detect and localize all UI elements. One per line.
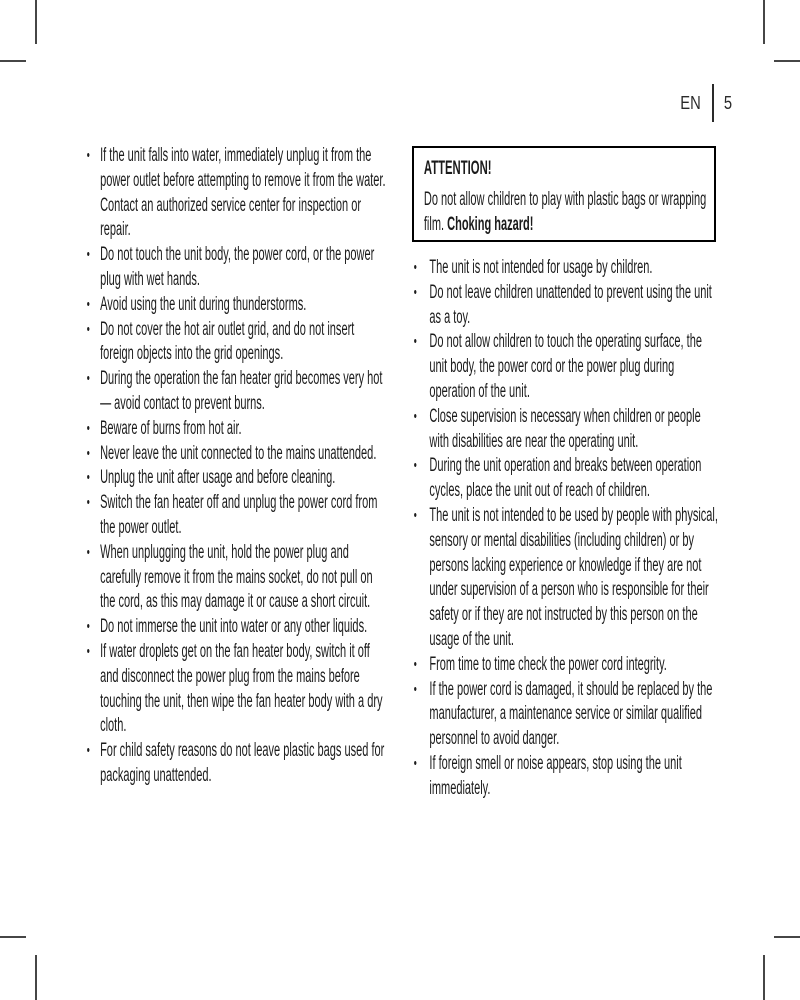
crop-mark-top-right-vertical [763, 0, 765, 44]
bullet-item: • Close supervision is necessary when children or people with disabilities are near the operating unit. [412, 405, 718, 455]
left-column [85, 144, 391, 789]
bullet-item: • If water droplets get on the fan heater body, switch it off and disconnect the power plug from the mains before touching the unit, then wipe the fan heater body with a dry cloth. [85, 640, 391, 739]
bullet-item: • If the power cord is damaged, it should be replaced by the manufacturer, a maintenance service or similar qualified personnel to avoid danger. [412, 678, 718, 752]
bullet-item: • Do not touch the unit body, the power cord, or the power plug with wet hands. [85, 243, 391, 293]
crop-mark-bottom-right-vertical [763, 955, 765, 1000]
attention-body [424, 188, 714, 238]
bullet-item: • If the unit falls into water, immediately unplug it from the power outlet before attempting to remove it from the water. Contact an authorized service center for inspection or repair. [85, 144, 391, 243]
language-code: EN [680, 92, 701, 113]
bullet-item: • Switch the fan heater off and unplug the power cord from the power outlet. [85, 491, 391, 541]
header-divider [712, 84, 714, 122]
bullet-item: • The unit is not intended for usage by children. [412, 256, 718, 281]
bullet-item: • During the unit operation and breaks between operation cycles, place the unit out of reach of children. [412, 454, 718, 504]
bullet-item: • Do not cover the hot air outlet grid, and do not insert foreign objects into the grid openings. [85, 318, 391, 368]
crop-mark-top-left-vertical [35, 0, 37, 44]
bullet-item: • If foreign smell or noise appears, stop using the unit immediately. [412, 752, 718, 802]
bullet-item: • Do not immerse the unit into water or any other liquids. [85, 615, 391, 640]
crop-mark-top-right-horizontal [774, 60, 800, 62]
attention-body-bold-text: Choking hazard! [447, 213, 534, 235]
bullet-item: • The unit is not intended to be used by people with physical, sensory or mental disabilities (including children) or by persons lacking experience or knowledge if they are not under supervision of a person who is responsible for their safety or if they are not instructed by this person on the usage of the unit. [412, 504, 718, 653]
crop-mark-bottom-left-horizontal [0, 936, 26, 938]
bullet-item: • Beware of burns from hot air. [85, 417, 391, 442]
bullet-item: • When unplugging the unit, hold the power plug and carefully remove it from the mains socket, do not pull on the cord, as this may damage it or cause a short circuit. [85, 541, 391, 615]
attention-box [412, 146, 716, 242]
bullet-item: • From time to time check the power cord integrity. [412, 653, 718, 678]
bullet-item: • For child safety reasons do not leave plastic bags used for packaging unattended. [85, 739, 391, 789]
bullet-item: • During the operation the fan heater grid becomes very hot — avoid contact to prevent burns. [85, 367, 391, 417]
page-number: 5 [723, 92, 733, 113]
attention-title: ATTENTION! [423, 157, 492, 179]
bullet-item: • Do not leave children unattended to prevent using the unit as a toy. [412, 281, 718, 331]
page-header [678, 84, 733, 122]
bullet-item: • Unplug the unit after usage and before cleaning. [85, 466, 391, 491]
crop-mark-bottom-right-horizontal [774, 936, 800, 938]
crop-mark-top-left-horizontal [0, 60, 26, 62]
safety-bullet-list-left [85, 144, 391, 789]
bullet-item: • Never leave the unit connected to the mains unattended. [85, 442, 391, 467]
right-column [412, 146, 718, 802]
bullet-item: • Do not allow children to touch the operating surface, the unit body, the power cord or the power plug during operation of the unit. [412, 330, 718, 404]
safety-bullet-list-right [412, 256, 718, 802]
attention-box-content [414, 148, 714, 238]
attention-body-text: Do not allow children to play with plastic bags or wrapping film. [423, 189, 707, 235]
bullet-item: • Avoid using the unit during thunderstorms. [85, 293, 391, 318]
crop-mark-bottom-left-vertical [35, 955, 37, 1000]
